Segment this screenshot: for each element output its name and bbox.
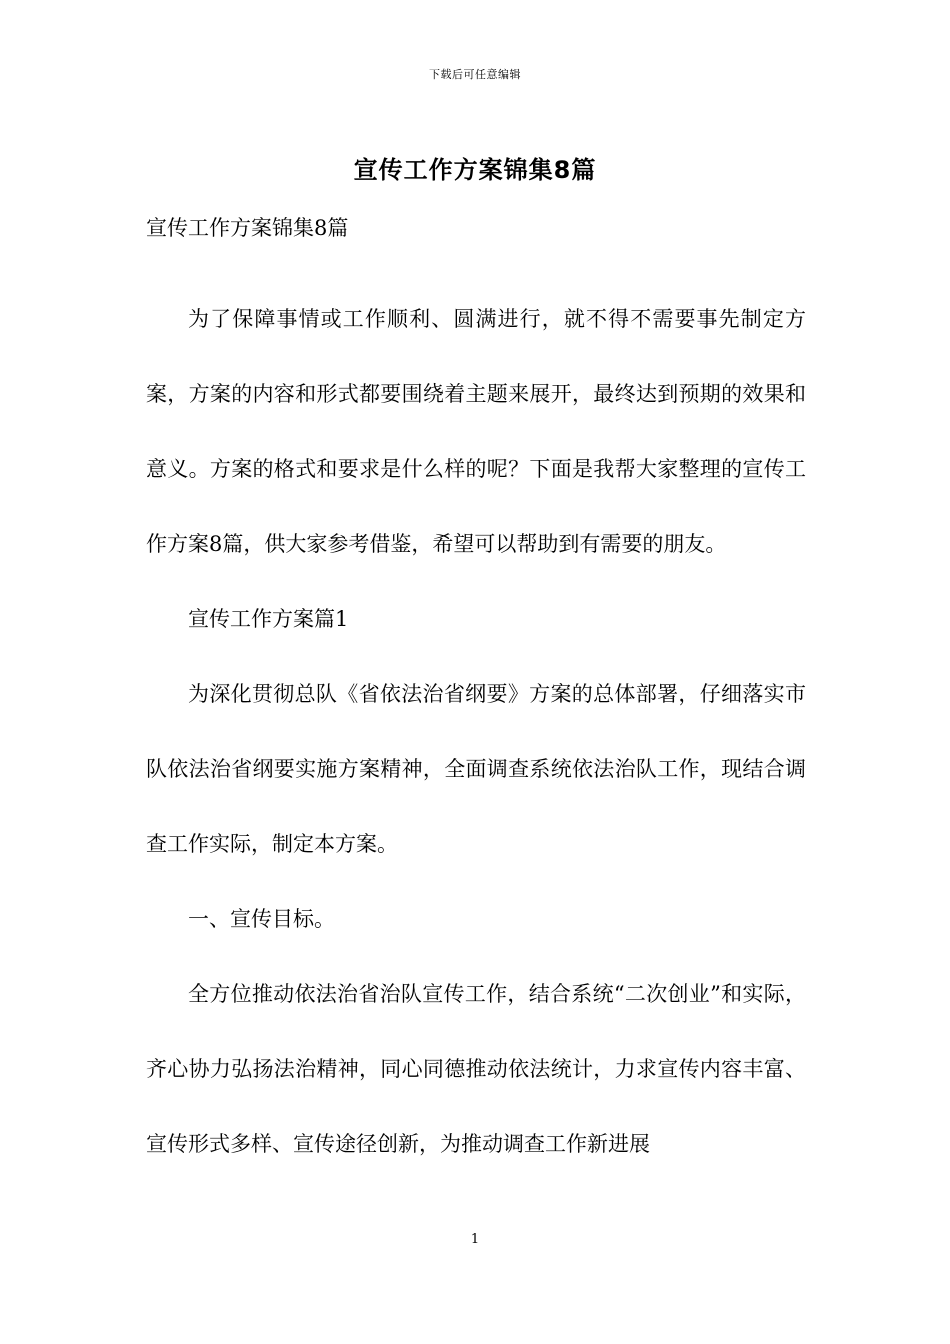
paragraph-purpose: 为深化贯彻总队《省依法治省纲要》方案的总体部署，仔细落实市队依法治省纲要实施方案精神，全面调查系统依法治队工作，现结合调查工作实际，制定本方案。 [146, 682, 806, 856]
document-title: 宣传工作方案锦集8篇 [353, 156, 597, 184]
section-heading-goal: 一、宣传目标。 [188, 907, 335, 931]
document-body [146, 282, 806, 1182]
header-note: 下载后可任意编辑 [429, 68, 521, 81]
paragraph-intro: 为了保障事情或工作顺利、圆满进行，就不得不需要事先制定方案，方案的内容和形式都要围绕着主题来展开，最终达到预期的效果和意义。方案的格式和要求是什么样的呢？下面是我帮大家整理的宣传工作方案8篇，供大家参考借鉴，希望可以帮助到有需要的朋友。 [146, 307, 806, 556]
page-number: 1 [470, 1232, 480, 1247]
section-heading-1: 宣传工作方案篇1 [188, 607, 349, 631]
document-subtitle: 宣传工作方案锦集8篇 [146, 216, 349, 240]
paragraph-goal: 全方位推动依法治省治队宣传工作，结合系统“二次创业”和实际，齐心协力弘扬法治精神，同心同德推动依法统计，力求宣传内容丰富、宣传形式多样、宣传途径创新，为推动调查工作新进展 [146, 982, 806, 1156]
